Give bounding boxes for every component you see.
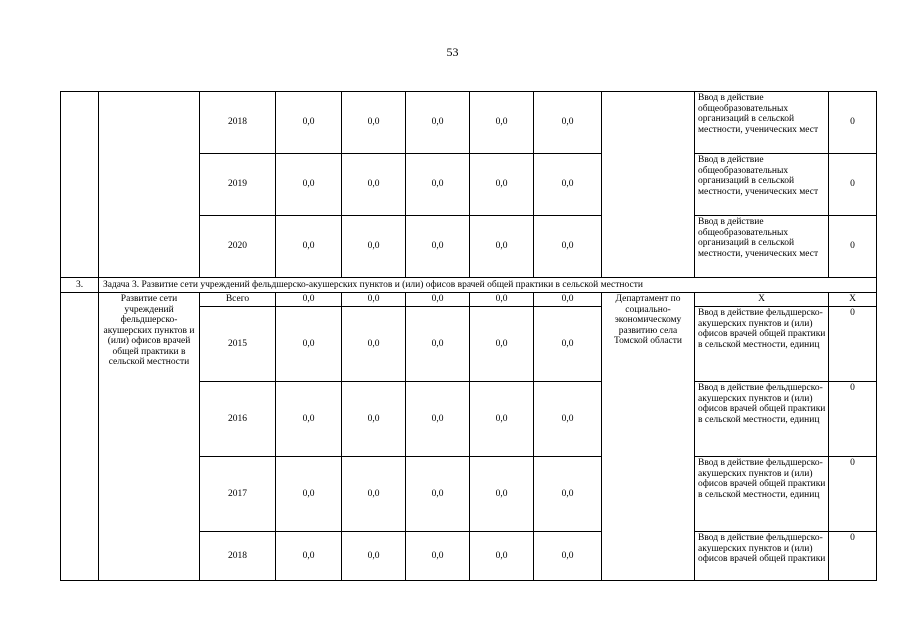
value-cell: 0,0 xyxy=(470,382,534,457)
value-cell: 0,0 xyxy=(342,216,406,278)
year-cell: 2020 xyxy=(200,216,276,278)
value-cell: 0,0 xyxy=(406,457,470,532)
table-row xyxy=(61,293,877,307)
task-number-cell: 3. xyxy=(61,278,99,293)
indicator-name-cell: Х xyxy=(695,293,829,307)
value-cell: 0,0 xyxy=(342,382,406,457)
year-cell: Всего xyxy=(200,293,276,307)
value-cell: 0,0 xyxy=(406,92,470,154)
year-cell: 2018 xyxy=(200,532,276,581)
value-cell: 0,0 xyxy=(342,293,406,307)
indicator-value-cell: 0 xyxy=(829,532,877,581)
value-cell: 0,0 xyxy=(276,307,342,382)
value-cell: 0,0 xyxy=(534,307,602,382)
value-cell: 0,0 xyxy=(276,92,342,154)
year-cell: 2018 xyxy=(200,92,276,154)
task-title-cell: Задача 3. Развитие сети учреждений фельдшерско-акушерских пунктов и (или) офисов врачей общей практики в сельской местности xyxy=(99,278,877,293)
indicator-value-cell: 0 xyxy=(829,457,877,532)
indicator-name-cell: Ввод в действие фельдшерско-акушерских пунктов и (или) офисов врачей общей практики xyxy=(695,532,829,581)
indicator-name-cell: Ввод в действие общеобразовательных организаций в сельской местности, ученических мест xyxy=(695,92,829,154)
value-cell: 0,0 xyxy=(470,216,534,278)
indicator-name-cell: Ввод в действие общеобразовательных организаций в сельской местности, ученических мест xyxy=(695,216,829,278)
indicator-name-cell: Ввод в действие фельдшерско-акушерских пунктов и (или) офисов врачей общей практики в сельской местности, единиц xyxy=(695,382,829,457)
executor-cell: Департамент по социально-экономическому развитию села Томской области xyxy=(602,293,695,581)
value-cell: 0,0 xyxy=(342,154,406,216)
value-cell: 0,0 xyxy=(276,382,342,457)
program-table xyxy=(60,91,877,581)
executor-cell xyxy=(602,92,695,278)
value-cell: 0,0 xyxy=(534,532,602,581)
value-cell: 0,0 xyxy=(276,216,342,278)
value-cell: 0,0 xyxy=(470,457,534,532)
measure-name-cell: Развитие сети учреждений фельдшерско-акушерских пунктов и (или) офисов врачей общей практики в сельской местности xyxy=(99,293,200,581)
value-cell: 0,0 xyxy=(342,532,406,581)
indicator-name-cell: Ввод в действие фельдшерско-акушерских пунктов и (или) офисов врачей общей практики в сельской местности, единиц xyxy=(695,307,829,382)
value-cell: 0,0 xyxy=(406,382,470,457)
task-header-row xyxy=(61,278,877,293)
value-cell: 0,0 xyxy=(534,216,602,278)
value-cell: 0,0 xyxy=(470,154,534,216)
value-cell: 0,0 xyxy=(342,457,406,532)
year-cell: 2016 xyxy=(200,382,276,457)
value-cell: 0,0 xyxy=(534,154,602,216)
value-cell: 0,0 xyxy=(276,532,342,581)
value-cell: 0,0 xyxy=(276,293,342,307)
value-cell: 0,0 xyxy=(470,532,534,581)
value-cell: 0,0 xyxy=(534,382,602,457)
value-cell: 0,0 xyxy=(342,92,406,154)
indicator-value-cell: 0 xyxy=(829,216,877,278)
indicator-name-cell: Ввод в действие фельдшерско-акушерских пунктов и (или) офисов врачей общей практики в сельской местности, единиц xyxy=(695,457,829,532)
year-cell: 2017 xyxy=(200,457,276,532)
year-cell: 2015 xyxy=(200,307,276,382)
page-number: 53 xyxy=(446,45,459,59)
value-cell: 0,0 xyxy=(406,216,470,278)
year-cell: 2019 xyxy=(200,154,276,216)
indicator-value-cell: Х xyxy=(829,293,877,307)
value-cell: 0,0 xyxy=(470,307,534,382)
number-cell xyxy=(61,92,99,278)
indicator-value-cell: 0 xyxy=(829,92,877,154)
value-cell: 0,0 xyxy=(534,92,602,154)
table-row xyxy=(61,92,877,154)
value-cell: 0,0 xyxy=(470,92,534,154)
value-cell: 0,0 xyxy=(406,532,470,581)
value-cell: 0,0 xyxy=(534,457,602,532)
value-cell: 0,0 xyxy=(406,293,470,307)
indicator-name-cell: Ввод в действие общеобразовательных организаций в сельской местности, ученических мест xyxy=(695,154,829,216)
value-cell: 0,0 xyxy=(342,307,406,382)
value-cell: 0,0 xyxy=(406,154,470,216)
number-cell xyxy=(61,293,99,581)
measure-cell xyxy=(99,92,200,278)
indicator-value-cell: 0 xyxy=(829,154,877,216)
value-cell: 0,0 xyxy=(534,293,602,307)
value-cell: 0,0 xyxy=(276,457,342,532)
indicator-value-cell: 0 xyxy=(829,382,877,457)
value-cell: 0,0 xyxy=(276,154,342,216)
value-cell: 0,0 xyxy=(470,293,534,307)
value-cell: 0,0 xyxy=(406,307,470,382)
indicator-value-cell: 0 xyxy=(829,307,877,382)
